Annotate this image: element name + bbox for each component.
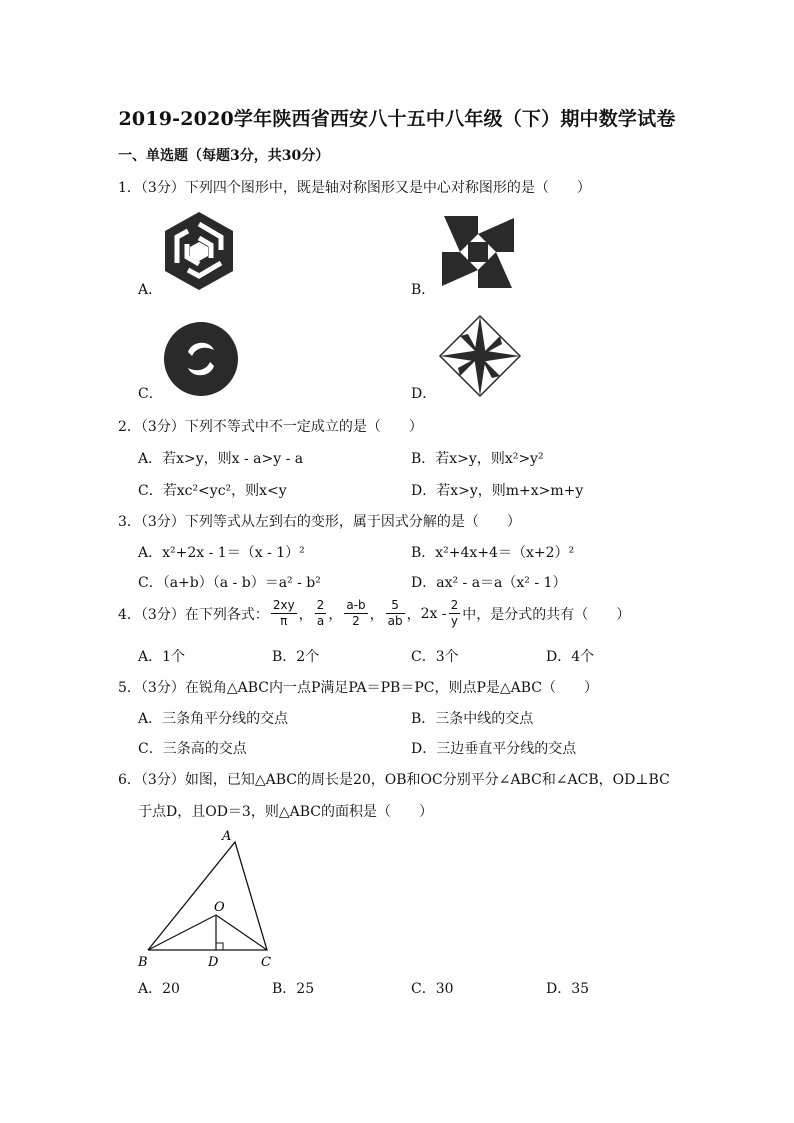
q6-option-d[interactable]: D．35: [546, 981, 590, 997]
q5-option-c[interactable]: C．三条高的交点: [138, 741, 247, 757]
q1-label-a: A．: [138, 282, 163, 298]
q4-fraction-3: $\frac{a-b}{2}$: [346, 598, 366, 628]
right-angle-mark: [216, 943, 223, 950]
question-4-stem: 4．（3分）在下列各式： $\frac{2xy}{\pi}$ ， $\frac{2}{a}$ ， $\frac{a-b}{2}$ ， $\frac{5}{ab}$ ， 2x - $\frac{2}{y}$ 中，是分式的共有（ ）: [118, 598, 631, 628]
point-label-d: D: [208, 955, 219, 970]
question-5-stem: 5．（3分）在锐角△ABC内一点P满足PA＝PB＝PC，则点P是△ABC（ ）: [118, 680, 599, 696]
q4-option-b[interactable]: B．2个: [272, 649, 320, 665]
q1-figure-a-interlocked-hexagon-icon[interactable]: [163, 210, 235, 292]
vertex-label-b: B: [138, 955, 148, 970]
q4-fraction-5: $\frac{2}{y}$: [450, 598, 459, 628]
q5-option-a[interactable]: A．三条角平分线的交点: [138, 711, 289, 727]
segment-oc: [216, 915, 267, 950]
q4-fraction-2: $\frac{2}{a}$: [316, 598, 325, 628]
q5-option-b[interactable]: B．三条中线的交点: [411, 711, 534, 727]
q2-option-c[interactable]: C．若xc²<yc²，则x<y: [138, 483, 287, 499]
q4-fraction-4: $\frac{5}{ab}$: [387, 598, 403, 628]
q1-label-d: D．: [411, 386, 437, 402]
q3-option-c[interactable]: C．（a+b）（a - b）＝a² - b²: [138, 575, 321, 591]
segment-ob: [148, 915, 216, 950]
triangle-abc: [148, 842, 267, 950]
q2-option-b[interactable]: B．若x>y，则x²>y²: [411, 451, 544, 467]
q4-prefix: 4．（3分）在下列各式：: [118, 606, 269, 623]
q6-triangle-diagram: [134, 826, 284, 971]
q4-expr5-prefix: 2x -: [420, 605, 447, 622]
q3-option-b[interactable]: B．x²+4x+4＝（x+2）²: [411, 545, 575, 561]
question-2-stem: 2．（3分）下列不等式中不一定成立的是（ ）: [118, 419, 423, 435]
vertex-label-c: C: [261, 955, 271, 970]
q1-label-c: C．: [138, 386, 163, 402]
section-heading: 一、单选题（每题3分，共30分）: [118, 148, 330, 164]
q1-label-b: B．: [411, 282, 436, 298]
q4-option-a[interactable]: A．1个: [138, 649, 186, 665]
question-3-stem: 3．（3分）下列等式从左到右的变形，属于因式分解的是（ ）: [118, 514, 521, 530]
q4-option-c[interactable]: C．3个: [411, 649, 459, 665]
q1-figure-c-tomoe-circle-icon[interactable]: [162, 320, 240, 398]
question-1-stem: 1．（3分）下列四个图形中，既是轴对称图形又是中心对称图形的是（ ）: [118, 180, 591, 196]
q3-option-d[interactable]: D．ax² - a＝a（x² - 1）: [411, 575, 567, 591]
q4-fraction-1: $\frac{2xy}{\pi}$: [272, 598, 295, 628]
page-title: 2019-2020学年陕西省西安八十五中八年级（下）期中数学试卷: [118, 108, 676, 130]
vertex-label-a: A: [222, 829, 232, 844]
q1-figure-d-diamond-pinwheel-icon[interactable]: [438, 314, 522, 398]
q6-option-b[interactable]: B．25: [272, 981, 315, 997]
q3-option-a[interactable]: A．x²+2x - 1＝（x - 1）²: [138, 545, 305, 561]
q5-option-d[interactable]: D．三边垂直平分线的交点: [411, 741, 577, 757]
q4-option-d[interactable]: D．4个: [546, 649, 595, 665]
q2-option-d[interactable]: D．若x>y，则m+x>m+y: [411, 483, 584, 499]
q6-option-c[interactable]: C．30: [411, 981, 454, 997]
q4-suffix: 中，是分式的共有（ ）: [462, 606, 631, 623]
point-label-o: O: [214, 900, 225, 915]
question-6-stem-line2: 于点D，且OD＝3，则△ABC的面积是（ ）: [138, 804, 433, 820]
question-6-stem-line1: 6．（3分）如图，已知△ABC的周长是20，OB和OC分别平分∠ABC和∠ACB，OD⊥BC: [118, 772, 670, 788]
q2-option-a[interactable]: A．若x>y，则x - a>y - a: [138, 451, 304, 467]
q1-figure-b-pinwheel-icon[interactable]: [438, 212, 518, 292]
q6-option-a[interactable]: A．20: [138, 981, 180, 997]
